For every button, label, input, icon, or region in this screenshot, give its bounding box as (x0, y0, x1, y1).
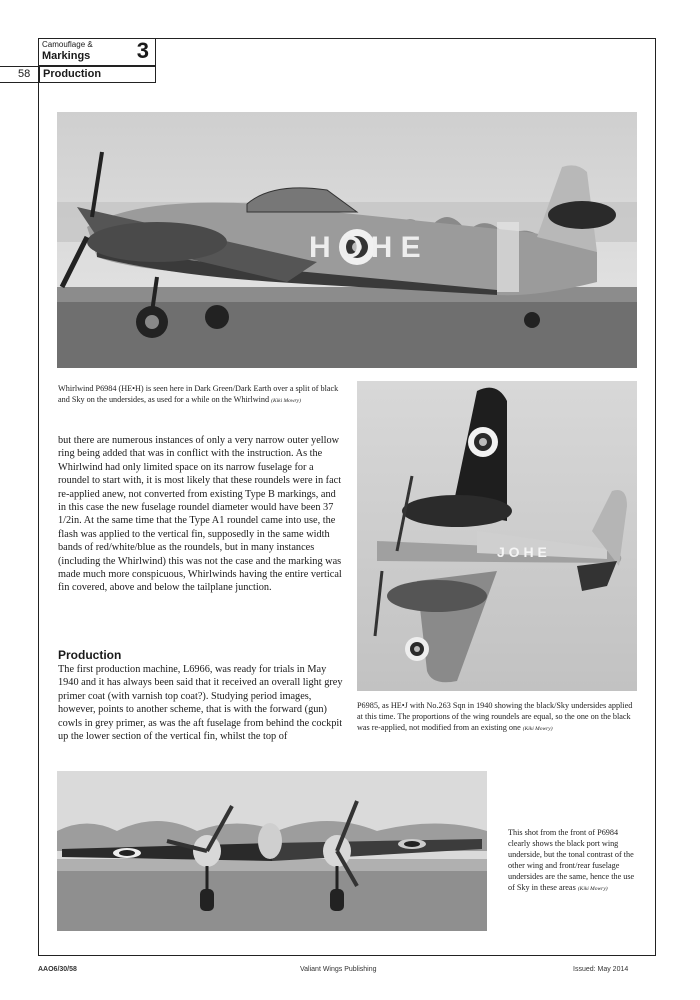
chapter-tab (38, 38, 156, 66)
caption-credit: (Kiki Mowry) (271, 398, 301, 404)
caption-text: Whirlwind P6984 (HE•H) is seen here in Dark Green/Dark Earth over a split of black and Sky on the undersides, as used for a while on the Whirlwind (58, 384, 339, 404)
section-heading: Production (58, 648, 122, 662)
caption-photo-2 (357, 700, 637, 735)
header-divider (38, 66, 40, 83)
body-paragraph: but there are numerous instances of only a very narrow outer yellow ring being added that was in conflict with the instruction. As the Whirlwind had only limited space on its narrow fuselage for a roundel to start with, it is most likely that these roundels were in fact re-applied anew, not converted from existing Type B markings, and in this case the new fuselage roundel diameter would have been 37 1/2in. At the same time that the Type A1 roundel came into use, the flash was applied to the vertical fin, supposedly in the same width bands of red/white/blue as the roundels, but in many instances (including the Whirlwind) this was not the case and the marking was made much more conspicuous, Whirlwinds having the entire vertical fin covered, above and below the tailplane junction. (58, 435, 342, 594)
caption-credit: (Kiki Mowry) (522, 726, 553, 732)
fuselage-code-text: J O H E (497, 544, 547, 560)
caption-text: P6985, as HE•J with No.263 Sqn in 1940 showing the black/Sky undersides applied at this time. The proportions of the wing roundels are equal, so the one on the black was re-applied, not modified from an existing one (357, 701, 633, 732)
caption-text: This shot from the front of P6984 clearly shows the black port wing underside, but the tonal contrast of the other wing and front/rear fuselage undersides are the same, hence the use of Sky in these areas (508, 828, 635, 892)
caption-credit: (Kiki Mowry) (577, 886, 608, 892)
chapter-number: 3 (136, 38, 149, 63)
page-number: 58 (18, 68, 31, 80)
page-header-bar (0, 66, 156, 83)
chapter-title-line1: Camouflage & (42, 40, 93, 49)
footer-issue-date: Issued: May 2014 (573, 966, 629, 973)
photo-in-flight (357, 381, 637, 691)
section-title: Production (43, 68, 102, 80)
caption-photo-1 (58, 383, 343, 407)
footer-code: AAO6/30/58 (38, 966, 77, 973)
fuselage-code-text: H O H E (309, 231, 421, 264)
caption-photo-3 (508, 827, 638, 895)
body-paragraph: The first production machine, L6966, was ready for trials in May 1940 and it has always been said that it received an overall light grey primer coat (with varnish top coat?). Studying period images, however, points to another scheme, that is with the forward (gun) cowls in grey primer, as was the aft fuselage from behind the cockpit up the lower section of the vertical fin, whilst the top of (58, 664, 343, 743)
footer-publisher: Valiant Wings Publishing (300, 966, 377, 973)
photo-side-view (57, 112, 637, 368)
chapter-title-line2: Markings (42, 50, 91, 62)
photo-front-view (57, 771, 487, 931)
